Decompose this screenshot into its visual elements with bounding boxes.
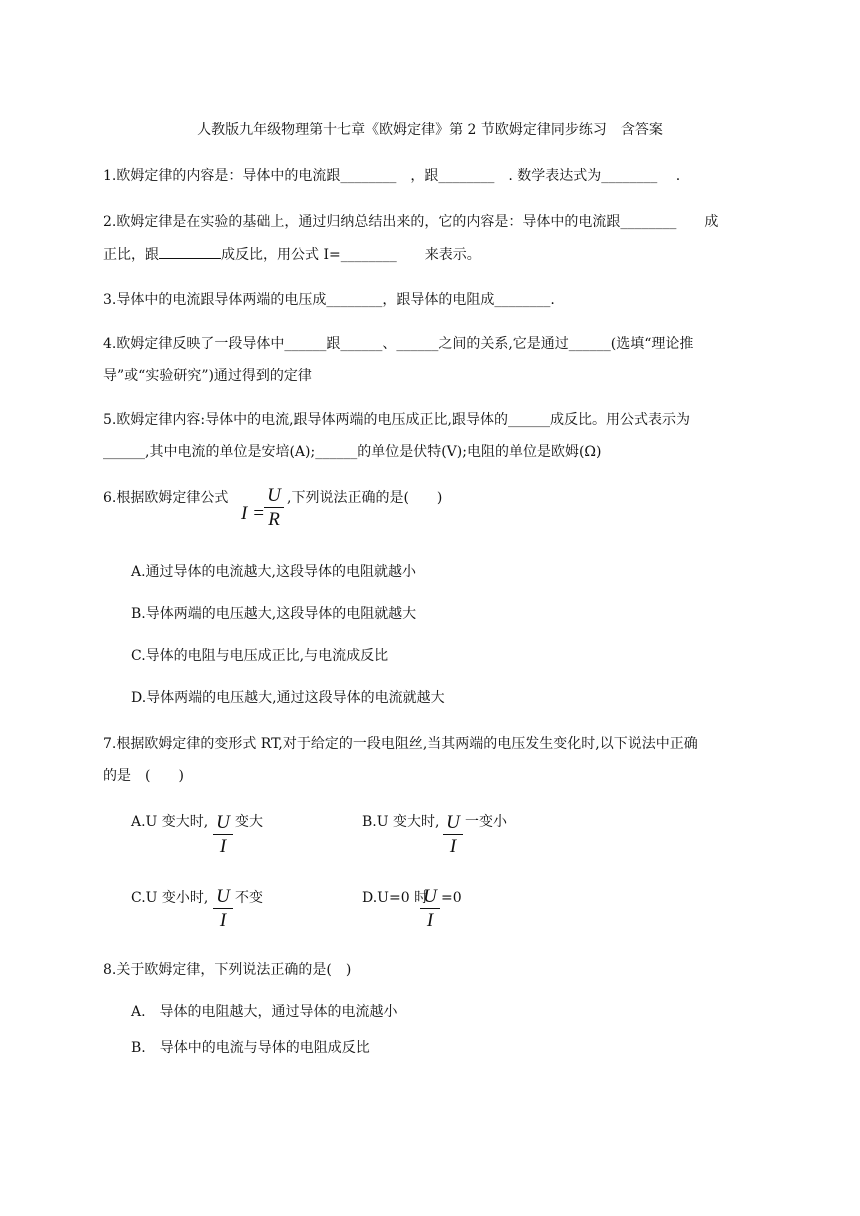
question-5-line-2: ______,其中电流的单位是安培(A);______的单位是伏特(V);电阻的单位是欧姆(Ω) (103, 444, 602, 460)
question-1: 1.欧姆定律的内容是：导体中的电流跟________ ，跟________ . 数学表达式为________ . (103, 168, 681, 184)
fraction-u-over-i (210, 812, 236, 857)
fraction-denominator: R (268, 509, 280, 530)
question-6-option-a: A.通过导体的电流越大,这段导体的电阻就越小 (131, 564, 417, 580)
question-2-text-b: 成反比，用公式 I=________ 来表示。 (221, 247, 481, 263)
question-7-option-c-text: 不变 (235, 890, 263, 906)
question-7-option-b-text: 一变小 (465, 814, 507, 830)
question-5-line-1: 5.欧姆定律内容:导体中的电流,跟导体两端的电压成正比,跟导体的______成反比。用公式表示为 (103, 412, 690, 428)
question-8-stem: 8.关于欧姆定律，下列说法正确的是( ) (103, 962, 352, 978)
formula-fraction-u-over-r (261, 485, 287, 530)
question-6-option-c: C.导体的电阻与电压成正比,与电流成反比 (131, 648, 389, 664)
question-7-option-a-label: A.U 变大时, (131, 814, 209, 830)
question-7-option-d-label: D.U=0 时 (362, 890, 429, 906)
formula-lhs: I = (241, 503, 265, 524)
question-6-option-d: D.导体两端的电压越大,通过这段导体的电流就越大 (131, 690, 445, 706)
fraction-denominator: I (449, 836, 457, 857)
question-6-tail: ,下列说法正确的是( ) (287, 490, 443, 506)
question-3: 3.导体中的电流跟导体两端的电压成________，跟导体的电阻成________. (103, 292, 555, 308)
fraction-numerator: U (216, 812, 230, 833)
answer-blank-line (159, 244, 221, 259)
page-title: 人教版九年级物理第十七章《欧姆定律》第 2 节欧姆定律同步练习 含答案 (197, 122, 663, 138)
fraction-numerator: U (446, 812, 460, 833)
question-6-stem: 6.根据欧姆定律公式 (103, 490, 229, 506)
question-6-option-b: B.导体两端的电压越大,这段导体的电阻就越大 (131, 606, 417, 622)
question-4-line-2: 导”或“实验研究”)通过得到的定律 (103, 368, 312, 384)
question-2-line-2 (103, 244, 481, 265)
question-4-line-1: 4.欧姆定律反映了一段导体中______跟______、______之间的关系,它是通过______(选填“理论推 (103, 336, 694, 352)
fraction-u-over-i (440, 812, 466, 857)
question-7-line-2: 的是 ( ) (103, 768, 184, 784)
fraction-numerator: U (216, 886, 230, 907)
fraction-denominator: I (219, 836, 227, 857)
question-7-option-b-label: B.U 变大时, (362, 814, 440, 830)
question-7-option-c-label: C.U 变小时, (131, 890, 209, 906)
fraction-denominator: I (219, 910, 227, 931)
question-7-option-a-text: 变大 (235, 814, 263, 830)
fraction-denominator: I (426, 910, 434, 931)
question-2-line-1: 2.欧姆定律是在实验的基础上，通过归纳总结出来的，它的内容是：导体中的电流跟________ 成 (103, 214, 719, 230)
question-8-option-a: A. 导体的电阻越大，通过导体的电流越小 (131, 1004, 398, 1020)
question-7-option-d-text: =0 (441, 890, 462, 906)
question-2-text-a: 正比，跟 (103, 247, 159, 263)
fraction-numerator: U (423, 886, 437, 907)
fraction-numerator: U (267, 485, 281, 506)
fraction-u-over-i (417, 886, 443, 931)
question-8-option-b: B. 导体中的电流与导体的电阻成反比 (131, 1040, 370, 1056)
question-7-line-1: 7.根据欧姆定律的变形式 RT,对于给定的一段电阻丝,当其两端的电压发生变化时,以下说法中正确 (103, 736, 698, 752)
fraction-u-over-i (210, 886, 236, 931)
